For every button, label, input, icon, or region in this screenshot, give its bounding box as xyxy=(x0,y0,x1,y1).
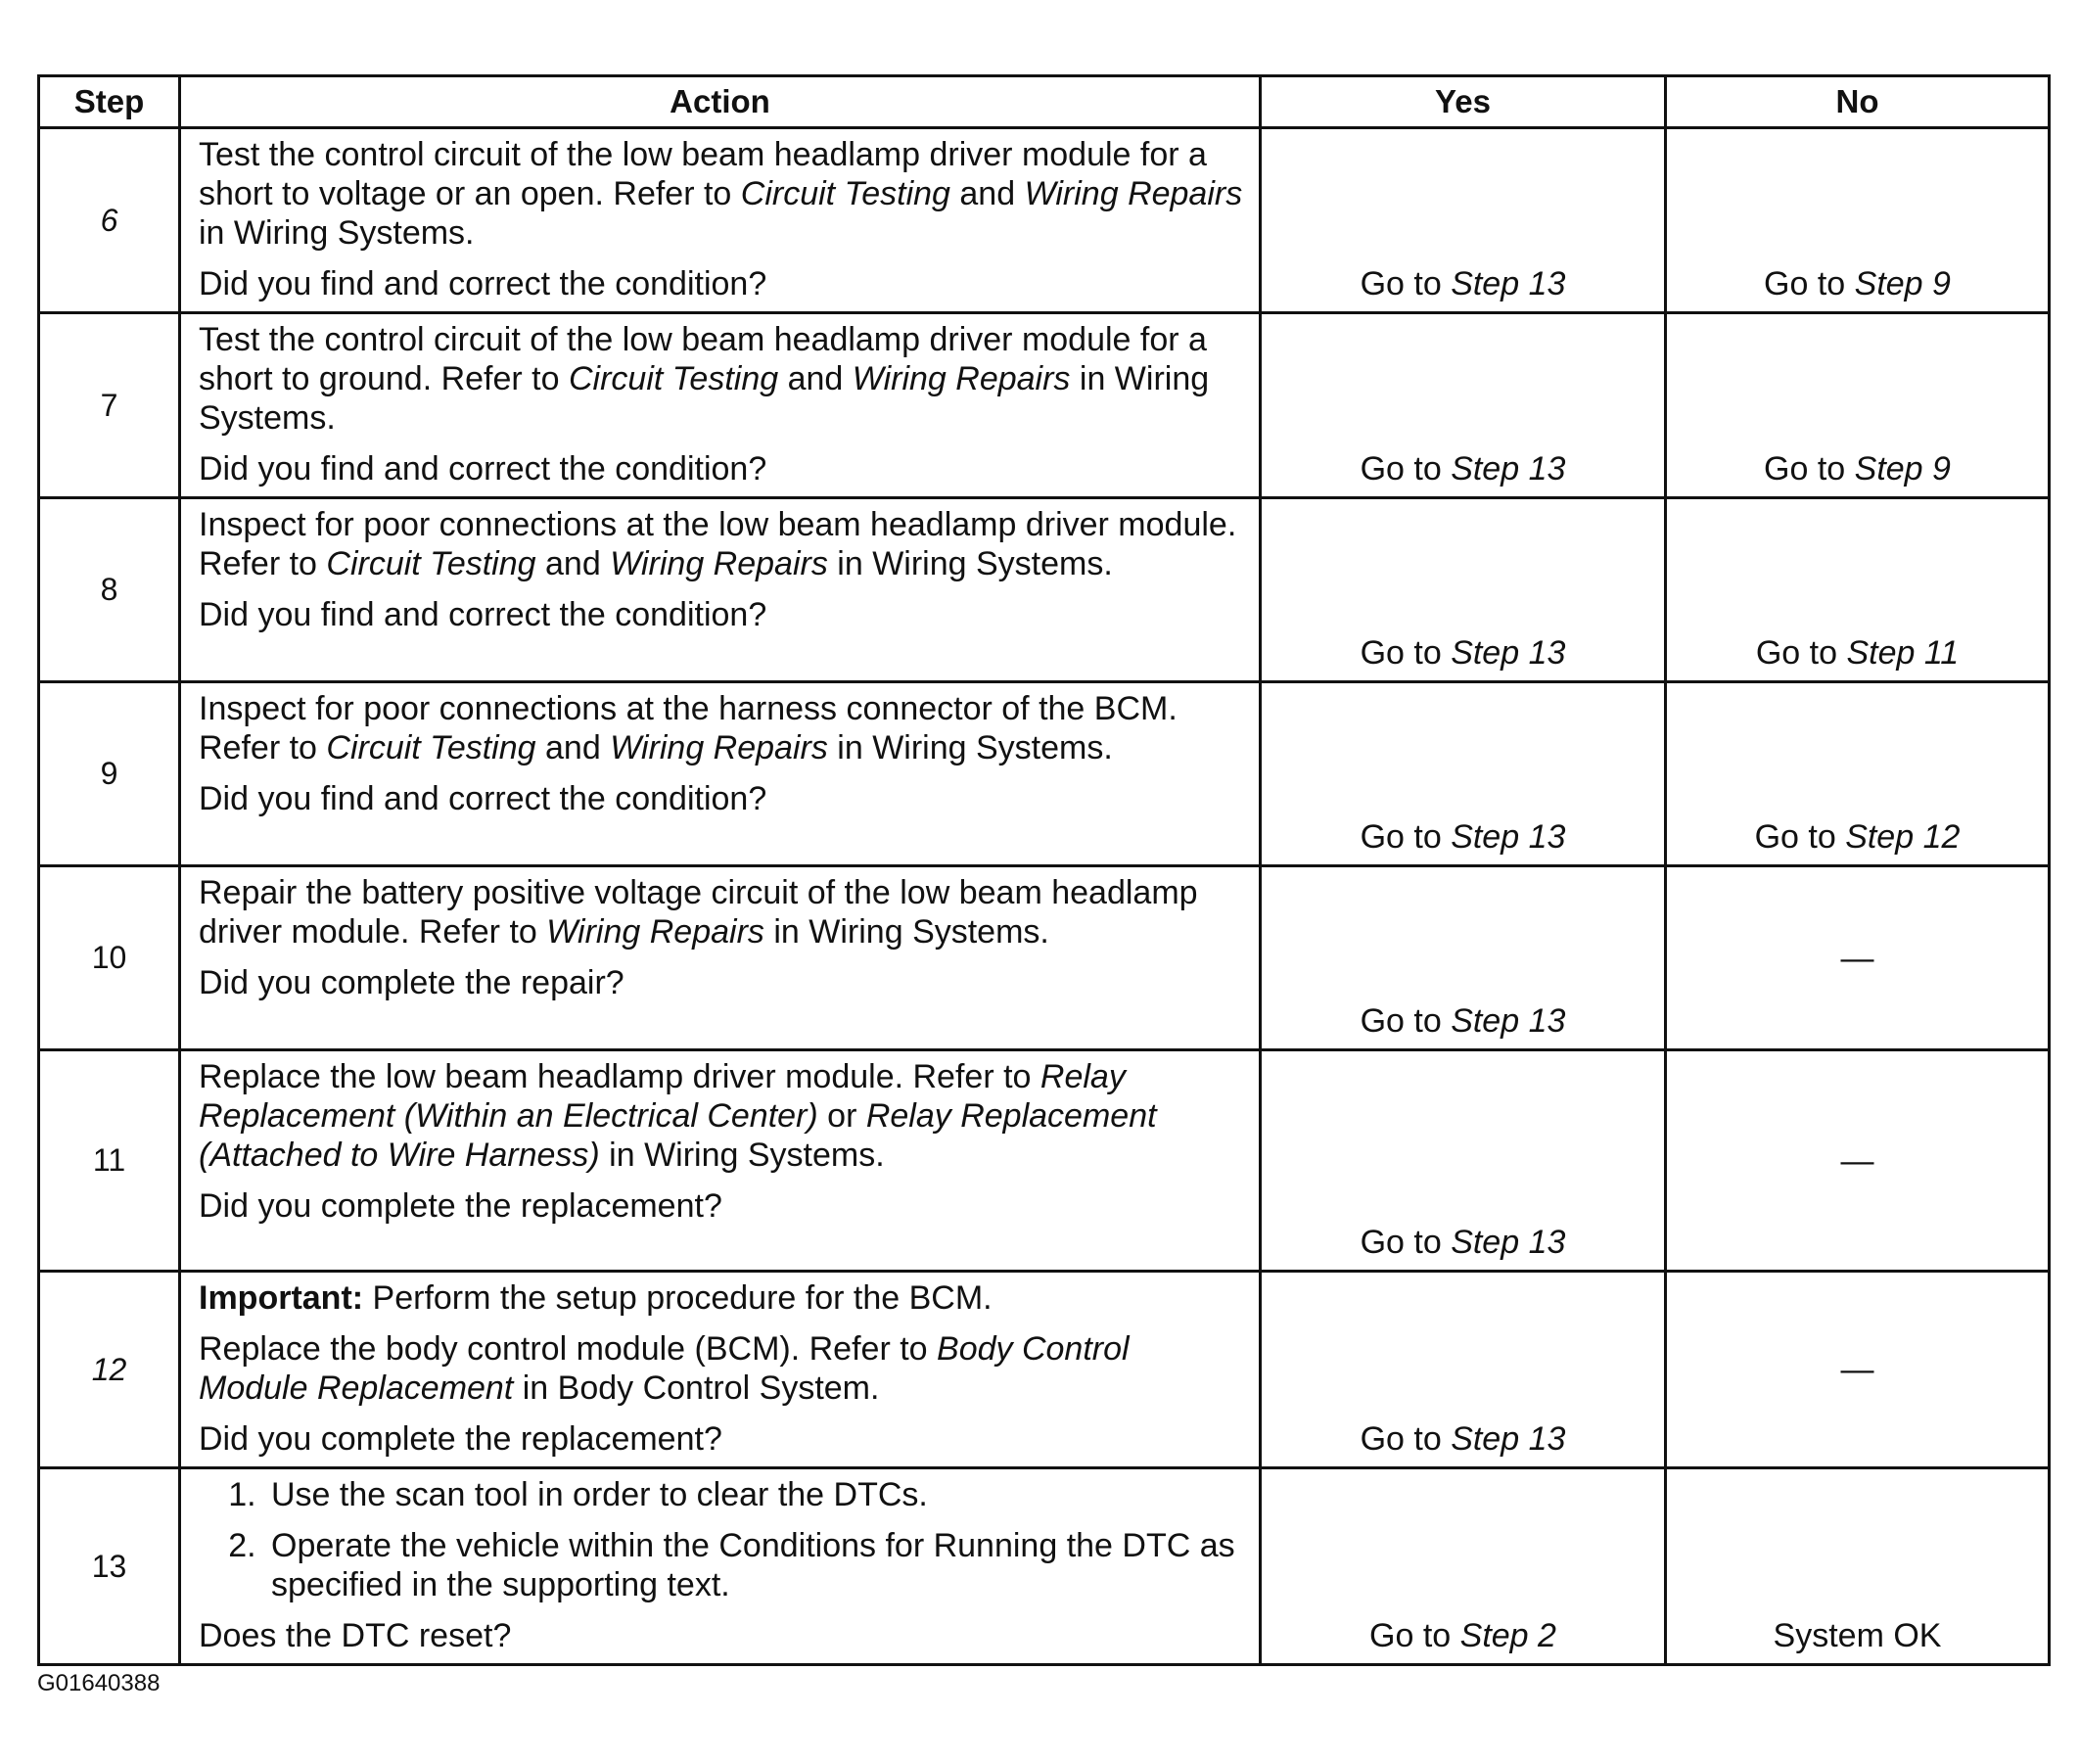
header-action: Action xyxy=(180,76,1261,128)
table-row xyxy=(39,128,2050,313)
yes-cell: Go to Step 13 xyxy=(1261,866,1666,1050)
action-question: Did you find and correct the condition? xyxy=(199,596,767,633)
reference-link: Wiring Repairs xyxy=(1024,175,1243,212)
step-reference: Step 13 xyxy=(1451,1002,1566,1040)
no-cell: Go to Step 11 xyxy=(1666,498,2050,682)
action-question: Did you find and correct the condition? xyxy=(199,265,767,302)
step-number: 6 xyxy=(39,128,180,313)
diagnostic-table-container xyxy=(37,74,2048,1666)
header-yes: Yes xyxy=(1261,76,1666,128)
procedure-list xyxy=(199,1475,1245,1604)
diagnostic-table xyxy=(37,74,2051,1666)
table-row xyxy=(39,498,2050,682)
action-cell xyxy=(180,498,1261,682)
reference-link: Wiring Repairs xyxy=(610,729,828,766)
step-reference: Step 12 xyxy=(1845,818,1961,856)
step-reference: Step 13 xyxy=(1451,1224,1566,1261)
reference-link: Relay Replacement (Attached to Wire Harness) xyxy=(199,1097,1157,1174)
step-reference: Step 13 xyxy=(1451,634,1566,672)
step-number: 13 xyxy=(39,1468,180,1665)
action-cell xyxy=(180,128,1261,313)
header-no: No xyxy=(1666,76,2050,128)
list-item: 2. Operate the vehicle within the Conditions for Running the DTC as specified in the supporting text. xyxy=(265,1526,1245,1604)
step-reference: Step 9 xyxy=(1854,265,1951,302)
table-row xyxy=(39,866,2050,1050)
no-cell: Go to Step 9 xyxy=(1666,313,2050,498)
action-cell xyxy=(180,313,1261,498)
action-cell xyxy=(180,682,1261,866)
no-cell: — xyxy=(1666,1050,2050,1272)
reference-link: Circuit Testing xyxy=(740,175,950,212)
table-row xyxy=(39,1272,2050,1468)
step-reference: Step 2 xyxy=(1459,1617,1556,1654)
yes-cell: Go to Step 13 xyxy=(1261,682,1666,866)
step-number: 7 xyxy=(39,313,180,498)
action-text: Inspect for poor connections at the low beam headlamp driver module. Refer to Circuit Testing and Wiring Repairs in Wiring Systems. xyxy=(199,506,1237,582)
action-cell xyxy=(180,1272,1261,1468)
yes-cell: Go to Step 13 xyxy=(1261,1272,1666,1468)
reference-link: Relay Replacement (Within an Electrical Center) xyxy=(199,1058,1126,1135)
action-text: Repair the battery positive voltage circuit of the low beam headlamp driver module. Refer to Wiring Repairs in Wiring Systems. xyxy=(199,874,1198,951)
reference-link: Body Control Module Replacement xyxy=(199,1330,1130,1407)
step-reference: Step 13 xyxy=(1451,265,1566,302)
table-row xyxy=(39,313,2050,498)
step-number: 9 xyxy=(39,682,180,866)
yes-cell: Go to Step 13 xyxy=(1261,128,1666,313)
action-text: Replace the low beam headlamp driver module. Refer to Relay Replacement (Within an Electrical Center) or Relay Replacement (Attached to Wire Harness) in Wiring Systems. xyxy=(199,1058,1157,1174)
step-number: 8 xyxy=(39,498,180,682)
step-reference: Step 13 xyxy=(1451,450,1566,487)
action-cell xyxy=(180,1050,1261,1272)
action-question: Did you complete the replacement? xyxy=(199,1187,722,1225)
no-cell: Go to Step 9 xyxy=(1666,128,2050,313)
important-label: Important: xyxy=(199,1279,364,1317)
header-step: Step xyxy=(39,76,180,128)
step-number: 10 xyxy=(39,866,180,1050)
step-reference: Step 13 xyxy=(1451,818,1566,856)
reference-link: Circuit Testing xyxy=(326,729,536,766)
action-question: Did you complete the repair? xyxy=(199,964,624,1001)
no-cell: — xyxy=(1666,866,2050,1050)
step-reference: Step 11 xyxy=(1846,634,1960,672)
action-text: Inspect for poor connections at the harness connector of the BCM. Refer to Circuit Testing and Wiring Repairs in Wiring Systems. xyxy=(199,690,1178,766)
action-text: Test the control circuit of the low beam headlamp driver module for a short to ground. Refer to Circuit Testing and Wiring Repairs in Wiring Systems. xyxy=(199,321,1210,437)
action-cell xyxy=(180,866,1261,1050)
step-reference: Step 9 xyxy=(1854,450,1951,487)
table-row xyxy=(39,1050,2050,1272)
step-number: 12 xyxy=(39,1272,180,1468)
table-row xyxy=(39,1468,2050,1665)
figure-id: G01640388 xyxy=(37,1670,161,1696)
action-question: Did you find and correct the condition? xyxy=(199,450,767,487)
yes-cell: Go to Step 13 xyxy=(1261,313,1666,498)
no-cell: Go to Step 12 xyxy=(1666,682,2050,866)
reference-link: Wiring Repairs xyxy=(610,545,828,582)
action-cell xyxy=(180,1468,1261,1665)
no-cell: — xyxy=(1666,1272,2050,1468)
action-text: Replace the body control module (BCM). Refer to Body Control Module Replacement in Body Control System. xyxy=(199,1330,1130,1407)
action-question: Does the DTC reset? xyxy=(199,1617,512,1654)
no-cell: System OK xyxy=(1666,1468,2050,1665)
action-text: Test the control circuit of the low beam headlamp driver module for a short to voltage or an open. Refer to Circuit Testing and Wiring Repairs in Wiring Systems. xyxy=(199,136,1243,252)
table-header-row xyxy=(39,76,2050,128)
step-reference: Step 13 xyxy=(1451,1420,1566,1458)
important-note: Important: Perform the setup procedure for the BCM. xyxy=(199,1279,993,1317)
reference-link: Circuit Testing xyxy=(326,545,536,582)
table-row xyxy=(39,682,2050,866)
yes-cell: Go to Step 13 xyxy=(1261,498,1666,682)
action-question: Did you find and correct the condition? xyxy=(199,780,767,817)
reference-link: Wiring Repairs xyxy=(546,913,764,951)
reference-link: Wiring Repairs xyxy=(852,360,1071,397)
yes-cell: Go to Step 2 xyxy=(1261,1468,1666,1665)
yes-cell: Go to Step 13 xyxy=(1261,1050,1666,1272)
reference-link: Circuit Testing xyxy=(568,360,779,397)
list-item: 1. Use the scan tool in order to clear the DTCs. xyxy=(265,1475,1245,1514)
step-number: 11 xyxy=(39,1050,180,1272)
action-question: Did you complete the replacement? xyxy=(199,1420,722,1458)
